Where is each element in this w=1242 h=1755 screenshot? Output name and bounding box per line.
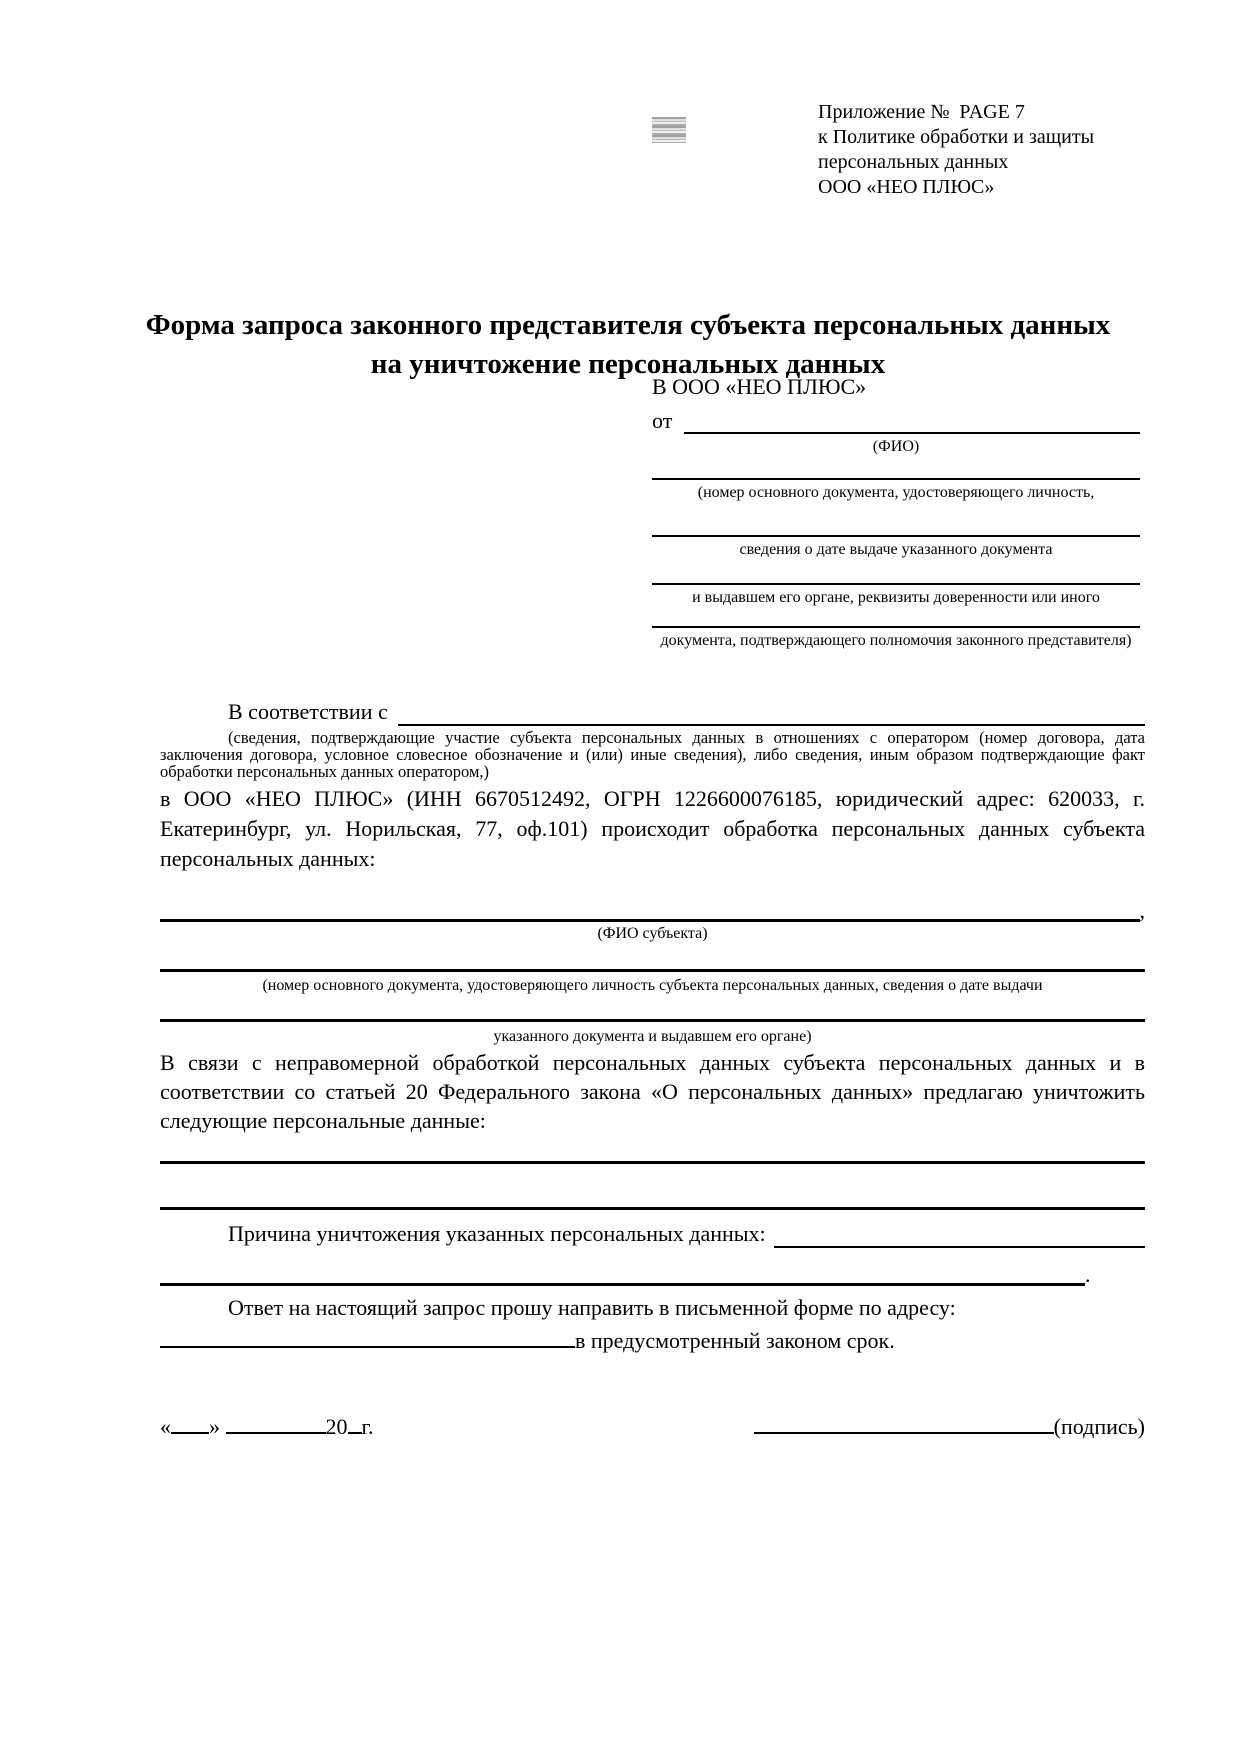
reason-blank-line-1[interactable] xyxy=(774,1226,1145,1248)
addressee-block xyxy=(652,374,1140,650)
reason-line-period: . xyxy=(1085,1262,1091,1287)
reason-label: Причина уничтожения указанных персональных данных: xyxy=(228,1221,766,1246)
form-body xyxy=(160,698,1145,1441)
representative-fio-blank-line[interactable] xyxy=(684,412,1140,434)
date-quote-close: » xyxy=(209,1414,220,1439)
date-group xyxy=(160,1413,374,1441)
subject-doc-caption-2: указанного документа и выдавшем его органе) xyxy=(493,1028,812,1045)
doc-caption-3: и выдавшем его органе, реквизиты доверенности или иного xyxy=(692,589,1100,606)
representative-doc-blank-line-2[interactable] xyxy=(652,535,1140,537)
addressee-org: В ООО «НЕО ПЛЮС» xyxy=(652,374,867,399)
subject-doc-blank-line-1[interactable] xyxy=(160,969,1145,972)
representative-doc-blank-line-1[interactable] xyxy=(652,478,1140,480)
fio-caption: (ФИО) xyxy=(872,438,920,455)
appendix-header-line: Приложение № PAGE 7 xyxy=(818,101,1025,123)
date-year-suffix: г. xyxy=(361,1414,374,1439)
signature-group xyxy=(754,1413,1145,1441)
subject-fio-caption: (ФИО субъекта) xyxy=(597,925,708,942)
reason-blank-line-2[interactable] xyxy=(160,1265,1085,1286)
accordance-blank-line[interactable] xyxy=(398,704,1145,726)
appendix-header-line: ООО «НЕО ПЛЮС» xyxy=(818,176,995,198)
blurred-stamp-icon xyxy=(652,117,686,143)
operator-paragraph: в ООО «НЕО ПЛЮС» (ИНН 6670512492, ОГРН 1226600076185, юридический адрес: 620033, г. Екатеринбург, ул. Норильская, 77, оф.101) происходит обработка персональных данных субъекта персональных данных: xyxy=(160,786,1145,871)
form-title xyxy=(128,306,1128,384)
date-year-prefix: 20 xyxy=(325,1414,348,1439)
date-year-blank[interactable] xyxy=(348,1415,362,1434)
date-quote-open: « xyxy=(160,1414,171,1439)
answer-address-blank-line[interactable] xyxy=(160,1327,575,1348)
doc-caption-2: сведения о дате выдаче указанного документа xyxy=(739,541,1053,558)
destroy-data-blank-line-2[interactable] xyxy=(160,1207,1145,1210)
footer-row xyxy=(160,1413,1145,1441)
subject-doc-caption-1: (номер основного документа, удостоверяющего личность субъекта персональных данных, сведения о дате выдачи xyxy=(262,977,1043,994)
accordance-note: (сведения, подтверждающие участие субъекта персональных данных в отношениях с оператором (номер договора, дата заключения договора, условное словесное обозначение и (или) иные сведения), либо сведения, иным образом подтверждающие факт обработки персональных данных оператором,) xyxy=(160,728,1145,781)
representative-doc-blank-line-3[interactable] xyxy=(652,583,1140,585)
appendix-header-line: к Политике обработки и защиты xyxy=(818,126,1095,148)
from-label: от xyxy=(652,408,673,433)
fio-line-comma: , xyxy=(1139,898,1145,923)
date-month-blank[interactable] xyxy=(226,1415,326,1434)
signature-blank-line[interactable] xyxy=(754,1415,1054,1434)
signature-caption: (подпись) xyxy=(1053,1414,1145,1439)
answer-line-1: Ответ на настоящий запрос прошу направить в письменной форме по адресу: xyxy=(228,1295,956,1320)
doc-caption-4: документа, подтверждающего полномочия законного представителя) xyxy=(660,632,1132,649)
accordance-label: В соответствии с xyxy=(228,699,388,724)
subject-doc-blank-line-2[interactable] xyxy=(160,1019,1145,1022)
appendix-header-line: персональных данных xyxy=(818,151,1009,173)
answer-line-2: в предусмотренный законом срок. xyxy=(575,1328,895,1353)
representative-doc-blank-line-4[interactable] xyxy=(652,626,1140,628)
destroy-paragraph: В связи с неправомерной обработкой персональных данных субъекта персональных данных и в соответствии со статьей 20 Федерального закона «О персональных данных» предлагаю уничтожить следующие персональные данные: xyxy=(160,1050,1145,1133)
appendix-header xyxy=(818,100,1118,200)
form-title-line2: на уничтожение персональных данных xyxy=(370,348,886,380)
doc-caption-1: (номер основного документа, удостоверяющего личность, xyxy=(697,484,1095,501)
destroy-data-blank-line-1[interactable] xyxy=(160,1161,1145,1164)
date-day-blank[interactable] xyxy=(171,1415,209,1434)
subject-fio-blank-line[interactable] xyxy=(160,901,1140,922)
form-title-line1: Форма запроса законного представителя субъекта персональных данных xyxy=(145,309,1111,341)
